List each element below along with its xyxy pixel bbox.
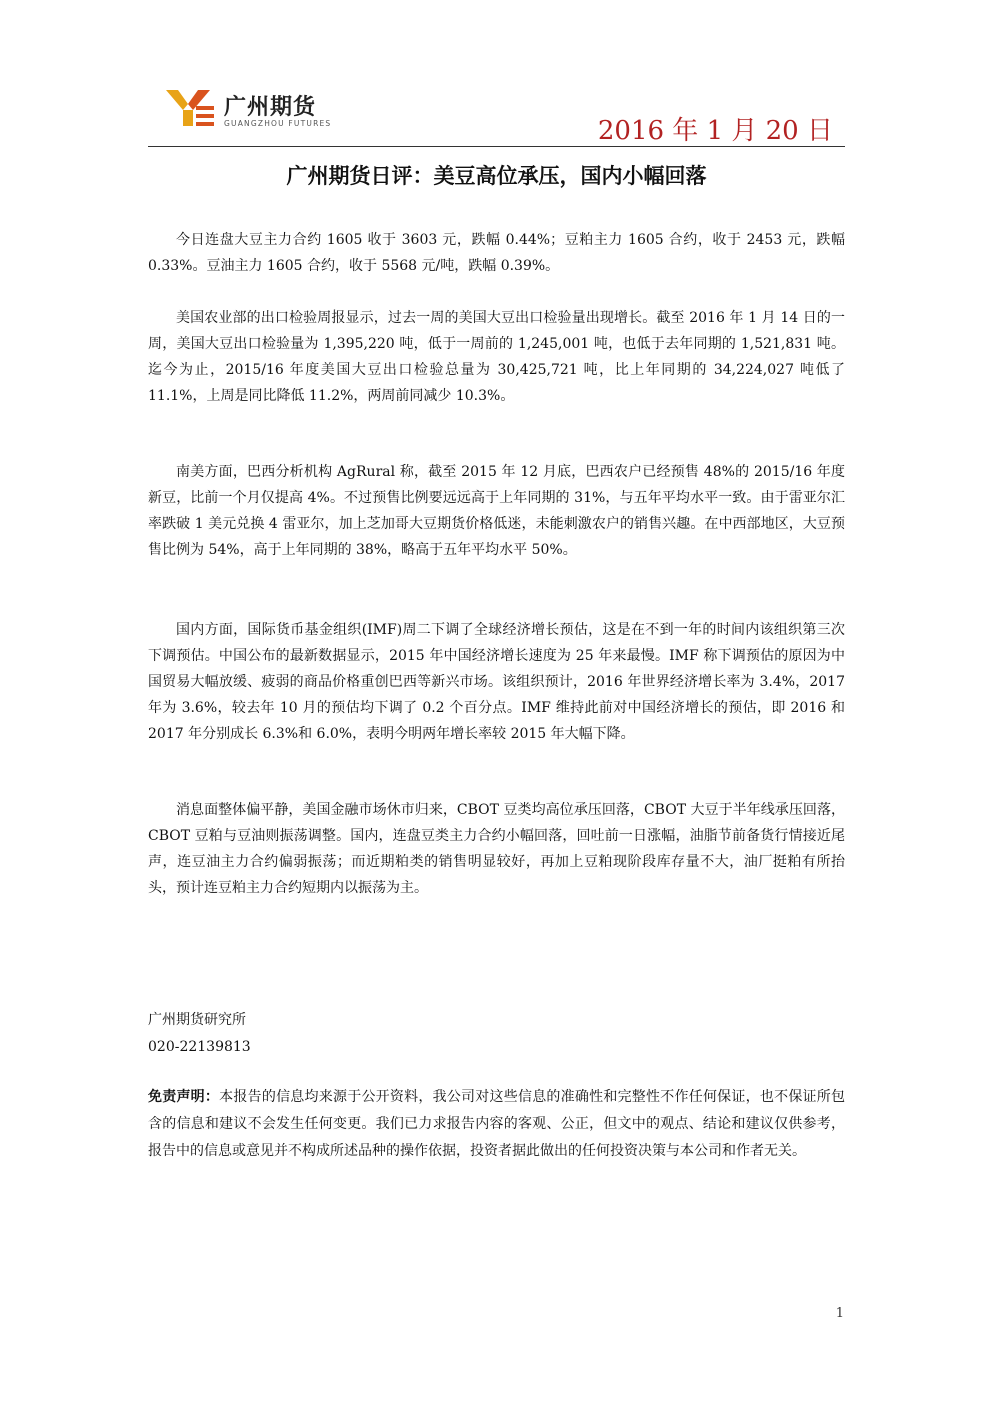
paragraph-domestic-imf: 国内方面，国际货币基金组织(IMF)周二下调了全球经济增长预估，这是在不到一年的时间内该组织第三次下调预估。中国公布的最新数据显示，2015 年中国经济增长速度为 25 年来最慢。IMF 称下调预估的原因为中国贸易大幅放缓、疲弱的商品价格重创巴西等新兴市场。该组织预计，2016 年世界经济增长率为 3.4%，2017 年为 3.6%，较去年 10 月的预估均下调了 0.2 个百分点。IMF 维持此前对中国经济增长的预估，即 2016 和 2017 年分别成长 6.3%和 6.0%，表明今明两年增长率较 2015 年大幅下降。 — [148, 622, 845, 742]
page-number: 1 — [835, 1306, 844, 1321]
disclaimer — [148, 1084, 845, 1165]
guangzhou-futures-logo-icon — [166, 88, 216, 128]
contact-phone: 020-22139813 — [148, 1039, 251, 1055]
research-institute-name: 广州期货研究所 — [148, 1012, 246, 1028]
contact-block — [148, 1007, 845, 1061]
paragraph-usda-exports: 美国农业部的出口检验周报显示，过去一周的美国大豆出口检验量出现增长。截至 2016 年 1 月 14 日的一周，美国大豆出口检验量为 1,395,220 吨，低于一周前的 1,245,001 吨，也低于去年同期的 1,521,831 吨。迄今为止，2015/16 年度美国大豆出口检验总量为 30,425,721 吨，比上年同期的 34,224,027 吨低了 11.1%，上周是同比降低 11.2%，两周前同减少 10.3%。 — [148, 310, 845, 404]
disclaimer-label: 免责声明： — [148, 1089, 220, 1105]
company-logo — [166, 88, 346, 138]
disclaimer-text: 本报告的信息均来源于公开资料，我公司对这些信息的准确性和完整性不作任何保证，也不保证所包含的信息和建议不会发生任何变更。我们已力求报告内容的客观、公正，但文中的观点、结论和建议仅供参考，报告中的信息或意见并不构成所述品种的操作依据，投资者据此做出的任何投资决策与本公司和作者无关。 — [148, 1089, 846, 1159]
report-header — [148, 80, 845, 146]
logo-chinese-name: 广州期货 — [224, 95, 317, 120]
paragraph-south-america: 南美方面，巴西分析机构 AgRural 称，截至 2015 年 12 月底，巴西农户已经预售 48%的 2015/16 年度新豆，比前一个月仅提高 4%。不过预售比例要远远高于上年同期的 31%，与五年平均水平一致。由于雷亚尔汇率跌破 1 美元兑换 4 雷亚尔，加上芝加哥大豆期货价格低迷，未能刺激农户的销售兴趣。在中西部地区，大豆预售比例为 54%，高于上年同期的 38%，略高于五年平均水平 50%。 — [148, 464, 845, 558]
logo-english-name: GUANGZHOU FUTURES — [224, 119, 332, 128]
report-title: 广州期货日评：美豆高位承压，国内小幅回落 — [286, 164, 707, 188]
paragraph-outlook: 消息面整体偏平静，美国金融市场休市归来，CBOT 豆类均高位承压回落，CBOT 大豆于半年线承压回落，CBOT 豆粕与豆油则振荡调整。国内，连盘豆类主力合约小幅回落，回吐前一日涨幅，油脂节前备货行情接近尾声，连豆油主力合约偏弱振荡；而近期粕类的销售明显较好，再加上豆粕现阶段库存量不大，油厂挺粕有所抬头，预计连豆粕主力合约短期内以振荡为主。 — [148, 802, 845, 896]
paragraph-market-close: 今日连盘大豆主力合约 1605 收于 3603 元，跌幅 0.44%；豆粕主力 1605 合约，收于 2453 元，跌幅 0.33%。豆油主力 1605 合约，收于 5568 元/吨，跌幅 0.39%。 — [148, 232, 845, 274]
header-divider — [148, 146, 845, 147]
report-date: 2016 年 1 月 20 日 — [597, 116, 833, 146]
